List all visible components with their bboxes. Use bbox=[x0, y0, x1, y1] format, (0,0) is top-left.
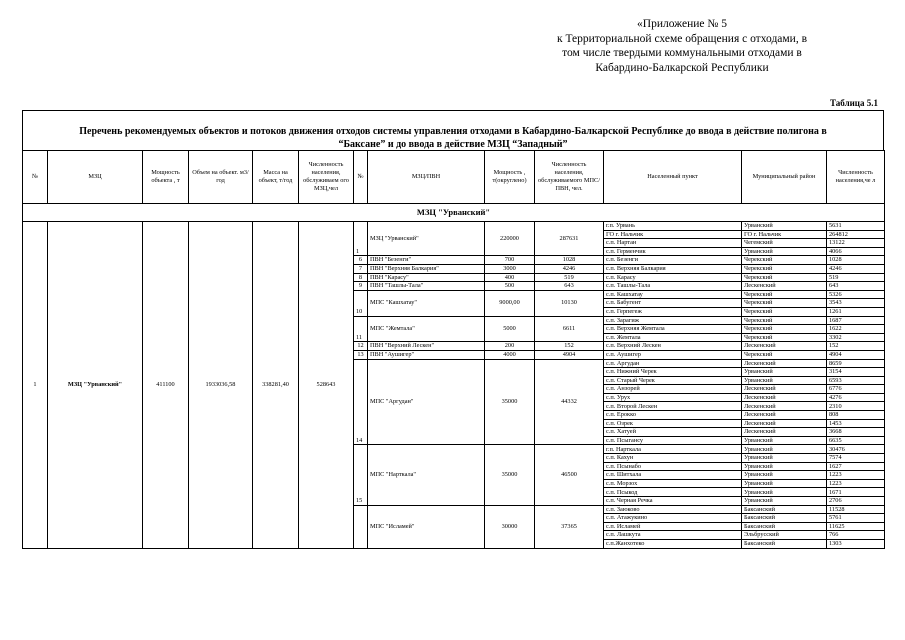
municipal-district: Черекский bbox=[742, 325, 827, 334]
col-header: Мощность , т(округлено) bbox=[485, 151, 535, 204]
settlement-name: с.п. Аргудан bbox=[604, 359, 742, 368]
municipal-district: Лескенский bbox=[742, 393, 827, 402]
object-population: 4246 bbox=[535, 264, 604, 273]
header-row bbox=[23, 151, 885, 204]
document-header bbox=[512, 17, 852, 75]
settlement-population: 2706 bbox=[827, 497, 885, 506]
municipal-district: Урванский bbox=[742, 462, 827, 471]
municipal-district: Урванский bbox=[742, 497, 827, 506]
settlement-name: с.п. Хатуей bbox=[604, 428, 742, 437]
municipal-district: Баксанский bbox=[742, 505, 827, 514]
object-capacity: 35000 bbox=[485, 445, 535, 505]
object-number: 9 bbox=[354, 282, 368, 291]
municipal-district: Урванский bbox=[742, 471, 827, 480]
col-header: № bbox=[23, 151, 48, 204]
object-capacity: 4000 bbox=[485, 350, 535, 359]
object-capacity: 700 bbox=[485, 256, 535, 265]
settlement-population: 8659 bbox=[827, 359, 885, 368]
object-number: 15 bbox=[354, 445, 368, 505]
table-number: Таблица 5.1 bbox=[830, 98, 878, 108]
settlement-name: с.п. Зарагиж bbox=[604, 316, 742, 325]
municipal-district: Урванский bbox=[742, 454, 827, 463]
col-header: МЗЦ/ПВН bbox=[368, 151, 485, 204]
object-capacity: 400 bbox=[485, 273, 535, 282]
settlement-name: с.п. Урух bbox=[604, 393, 742, 402]
municipal-district: Урванский bbox=[742, 488, 827, 497]
settlement-name: г.п. Нарткала bbox=[604, 445, 742, 454]
municipal-district: Баксанский bbox=[742, 522, 827, 531]
settlement-name: с.п. Псыгансу bbox=[604, 436, 742, 445]
settlement-population: 3302 bbox=[827, 333, 885, 342]
municipal-district: Черекский bbox=[742, 333, 827, 342]
settlement-name: с.п. Ерокко bbox=[604, 411, 742, 420]
object-capacity: 3000 bbox=[485, 264, 535, 273]
municipal-district: Черекский bbox=[742, 273, 827, 282]
municipal-district: Лескенский bbox=[742, 419, 827, 428]
municipal-district: Баксанский bbox=[742, 539, 827, 548]
settlement-population: 3154 bbox=[827, 368, 885, 377]
object-name: МПС "Жемтала" bbox=[368, 316, 485, 342]
settlement-population: 808 bbox=[827, 411, 885, 420]
zone-title: МЗЦ "Урванский" bbox=[23, 204, 885, 222]
object-number: 13 bbox=[354, 350, 368, 359]
municipal-district: Лескенский bbox=[742, 359, 827, 368]
object-number: 12 bbox=[354, 342, 368, 351]
settlement-population: 5326 bbox=[827, 290, 885, 299]
municipal-district: Черекский bbox=[742, 290, 827, 299]
settlement-population: 13122 bbox=[827, 239, 885, 248]
object-name: ПВН "Ташлы-Тала" bbox=[368, 282, 485, 291]
col-header: МЗЦ bbox=[48, 151, 143, 204]
object-population: 287631 bbox=[535, 222, 604, 256]
settlement-name: с.п. Нижний Черек bbox=[604, 368, 742, 377]
settlement-name: с.п. Псыкод bbox=[604, 488, 742, 497]
object-number: 11 bbox=[354, 316, 368, 342]
settlement-population: 264812 bbox=[827, 230, 885, 239]
settlement-name: с.п. Атажукино bbox=[604, 514, 742, 523]
settlement-name: с.п. Герпегеж bbox=[604, 307, 742, 316]
settlement-name: ГО г. Нальчик bbox=[604, 230, 742, 239]
mzc-mass: 338281,40 bbox=[253, 222, 299, 549]
settlement-name: с.п. Второй Лескен bbox=[604, 402, 742, 411]
settlement-name: с.п. Ташлы-Тала bbox=[604, 282, 742, 291]
settlement-name: с.п. Старый Черек bbox=[604, 376, 742, 385]
object-name: ПВН "Безенги" bbox=[368, 256, 485, 265]
settlement-population: 7574 bbox=[827, 454, 885, 463]
mzc-number: 1 bbox=[23, 222, 48, 549]
municipal-district: Черекский bbox=[742, 256, 827, 265]
object-name: МЗЦ "Урванский" bbox=[368, 222, 485, 256]
settlement-population: 1622 bbox=[827, 325, 885, 334]
object-population: 152 bbox=[535, 342, 604, 351]
municipal-district: Черекский bbox=[742, 316, 827, 325]
table-body bbox=[23, 204, 885, 549]
col-header: Мощность объекта , т bbox=[143, 151, 189, 204]
settlement-population: 1261 bbox=[827, 307, 885, 316]
municipal-district: Черекский bbox=[742, 307, 827, 316]
settlement-name: с.п. Верхняя Жемтала bbox=[604, 325, 742, 334]
municipal-district: Урванский bbox=[742, 445, 827, 454]
title-line: Перечень рекомендуемых объектов и потоков движения отходов системы управления отходами в Кабардино-Балкарской Республике до ввода в действие полигона в bbox=[79, 126, 827, 137]
object-number: 8 bbox=[354, 273, 368, 282]
mzc-name: МЗЦ "Урванский" bbox=[48, 222, 143, 549]
header-line: «Приложение № 5 bbox=[637, 18, 727, 30]
settlement-population: 1627 bbox=[827, 462, 885, 471]
object-population: 519 bbox=[535, 273, 604, 282]
col-header: Масса на объект, т/год bbox=[253, 151, 299, 204]
col-header: Численность населения, обслуживаем ого МЗЦ,чел bbox=[299, 151, 354, 204]
municipal-district: Урванский bbox=[742, 247, 827, 256]
object-number bbox=[354, 505, 368, 548]
settlement-population: 766 bbox=[827, 531, 885, 540]
settlement-population: 1453 bbox=[827, 419, 885, 428]
settlement-population: 30476 bbox=[827, 445, 885, 454]
municipal-district: Урванский bbox=[742, 368, 827, 377]
object-name: ПВН "Аушигер" bbox=[368, 350, 485, 359]
object-population: 46500 bbox=[535, 445, 604, 505]
municipal-district: Лескенский bbox=[742, 402, 827, 411]
objects-table bbox=[22, 150, 885, 549]
object-population: 37365 bbox=[535, 505, 604, 548]
object-capacity: 35000 bbox=[485, 359, 535, 445]
municipal-district: Эльбрусский bbox=[742, 531, 827, 540]
mzc-capacity: 411100 bbox=[143, 222, 189, 549]
header-line: к Территориальной схеме обращения с отходами, в bbox=[556, 32, 808, 45]
settlement-population: 1223 bbox=[827, 479, 885, 488]
object-capacity: 30000 bbox=[485, 505, 535, 548]
settlement-population: 1671 bbox=[827, 488, 885, 497]
object-name: МПС "Кашхатау" bbox=[368, 290, 485, 316]
municipal-district: Лескенский bbox=[742, 385, 827, 394]
settlement-population: 3668 bbox=[827, 428, 885, 437]
col-header: Объем на объект. м3/год bbox=[189, 151, 253, 204]
settlement-population: 1303 bbox=[827, 539, 885, 548]
settlement-population: 4246 bbox=[827, 264, 885, 273]
settlement-population: 6635 bbox=[827, 436, 885, 445]
object-name: МПС "Аргудан" bbox=[368, 359, 485, 445]
object-number: 7 bbox=[354, 264, 368, 273]
col-header: Населенный пункт bbox=[604, 151, 742, 204]
municipal-district: Лескенский bbox=[742, 428, 827, 437]
settlement-name: с.п. Карасу bbox=[604, 273, 742, 282]
settlement-name: с.п. Заюково bbox=[604, 505, 742, 514]
settlement-name: с.п. Черная Речка bbox=[604, 497, 742, 506]
object-capacity: 5000 bbox=[485, 316, 535, 342]
object-population: 6611 bbox=[535, 316, 604, 342]
zone-row bbox=[23, 204, 885, 222]
object-name: МПС "Нарткала" bbox=[368, 445, 485, 505]
settlement-name: с.п. Безенги bbox=[604, 256, 742, 265]
municipal-district: Урванский bbox=[742, 222, 827, 231]
object-population: 10130 bbox=[535, 290, 604, 316]
settlement-population: 1687 bbox=[827, 316, 885, 325]
object-number: 14 bbox=[354, 359, 368, 445]
settlement-population: 1028 bbox=[827, 256, 885, 265]
settlement-name: с.п. Кашхатау bbox=[604, 290, 742, 299]
settlement-name: с.п. Герменчик bbox=[604, 247, 742, 256]
municipal-district: Урванский bbox=[742, 376, 827, 385]
settlement-population: 11625 bbox=[827, 522, 885, 531]
municipal-district: Урванский bbox=[742, 436, 827, 445]
object-name: МПС "Исламей" bbox=[368, 505, 485, 548]
object-capacity: 220000 bbox=[485, 222, 535, 256]
settlement-name: с.п. Лашкута bbox=[604, 531, 742, 540]
settlement-population: 4276 bbox=[827, 393, 885, 402]
object-name: ПВН "Карасу" bbox=[368, 273, 485, 282]
object-population: 1028 bbox=[535, 256, 604, 265]
settlement-population: 5631 bbox=[827, 222, 885, 231]
settlement-population: 2310 bbox=[827, 402, 885, 411]
object-number: 1 bbox=[354, 222, 368, 256]
municipal-district: Черекский bbox=[742, 299, 827, 308]
table-title bbox=[22, 110, 884, 150]
object-population: 44332 bbox=[535, 359, 604, 445]
header-line: Кабардино-Балкарской Республики bbox=[595, 61, 769, 74]
settlement-population: 5761 bbox=[827, 514, 885, 523]
col-header: Численность населения, обслуживаемого МПС/ПВН, чел. bbox=[535, 151, 604, 204]
settlement-name: с.п. Псынабо bbox=[604, 462, 742, 471]
col-header: Муниципальный район bbox=[742, 151, 827, 204]
municipal-district: Лескенский bbox=[742, 342, 827, 351]
settlement-name: с.п. Исламей bbox=[604, 522, 742, 531]
settlement-name: с.п. Морзох bbox=[604, 479, 742, 488]
settlement-name: с.п. Озрек bbox=[604, 419, 742, 428]
object-population: 4904 bbox=[535, 350, 604, 359]
object-capacity: 200 bbox=[485, 342, 535, 351]
title-line: “Баксане” и до ввода в действие МЗЦ “Западный” bbox=[338, 139, 568, 150]
settlement-name: с.п. Кахун bbox=[604, 454, 742, 463]
municipal-district: ГО г. Нальчик bbox=[742, 230, 827, 239]
municipal-district: Баксанский bbox=[742, 514, 827, 523]
settlement-name: с.п.Жанхотеко bbox=[604, 539, 742, 548]
settlement-name: с.п. Бабугент bbox=[604, 299, 742, 308]
municipal-district: Черекский bbox=[742, 350, 827, 359]
mzc-population: 528643 bbox=[299, 222, 354, 549]
table-row bbox=[23, 222, 885, 231]
settlement-population: 6776 bbox=[827, 385, 885, 394]
settlement-population: 1223 bbox=[827, 471, 885, 480]
object-population: 643 bbox=[535, 282, 604, 291]
object-name: ПВН "Верхняя Балкария" bbox=[368, 264, 485, 273]
settlement-population: 3543 bbox=[827, 299, 885, 308]
object-name: ПВН "Верхний Лескен" bbox=[368, 342, 485, 351]
object-capacity: 500 bbox=[485, 282, 535, 291]
col-header: Численность населения,че л bbox=[827, 151, 885, 204]
settlement-population: 152 bbox=[827, 342, 885, 351]
mzc-volume: 1933036,58 bbox=[189, 222, 253, 549]
settlement-name: с.п. Аушигер bbox=[604, 350, 742, 359]
municipal-district: Чегемский bbox=[742, 239, 827, 248]
col-header: № bbox=[354, 151, 368, 204]
settlement-population: 11528 bbox=[827, 505, 885, 514]
settlement-name: г.п. Урвань bbox=[604, 222, 742, 231]
municipal-district: Лескенский bbox=[742, 411, 827, 420]
settlement-population: 4066 bbox=[827, 247, 885, 256]
settlement-population: 4904 bbox=[827, 350, 885, 359]
object-number: 10 bbox=[354, 290, 368, 316]
settlement-population: 643 bbox=[827, 282, 885, 291]
municipal-district: Урванский bbox=[742, 479, 827, 488]
settlement-name: с.п. Верхний Лескен bbox=[604, 342, 742, 351]
municipal-district: Лескенский bbox=[742, 282, 827, 291]
settlement-name: с.п. Жемтала bbox=[604, 333, 742, 342]
municipal-district: Черекский bbox=[742, 264, 827, 273]
settlement-name: с.п. Нартан bbox=[604, 239, 742, 248]
header-line: том числе твердыми коммунальными отходами в bbox=[562, 47, 802, 59]
settlement-name: с.п. Шитхала bbox=[604, 471, 742, 480]
object-number: 6 bbox=[354, 256, 368, 265]
settlement-name: с.п. Верхняя Балкария bbox=[604, 264, 742, 273]
settlement-population: 6593 bbox=[827, 376, 885, 385]
settlement-population: 519 bbox=[827, 273, 885, 282]
settlement-name: с.п. Анзорей bbox=[604, 385, 742, 394]
object-capacity: 9000,00 bbox=[485, 290, 535, 316]
